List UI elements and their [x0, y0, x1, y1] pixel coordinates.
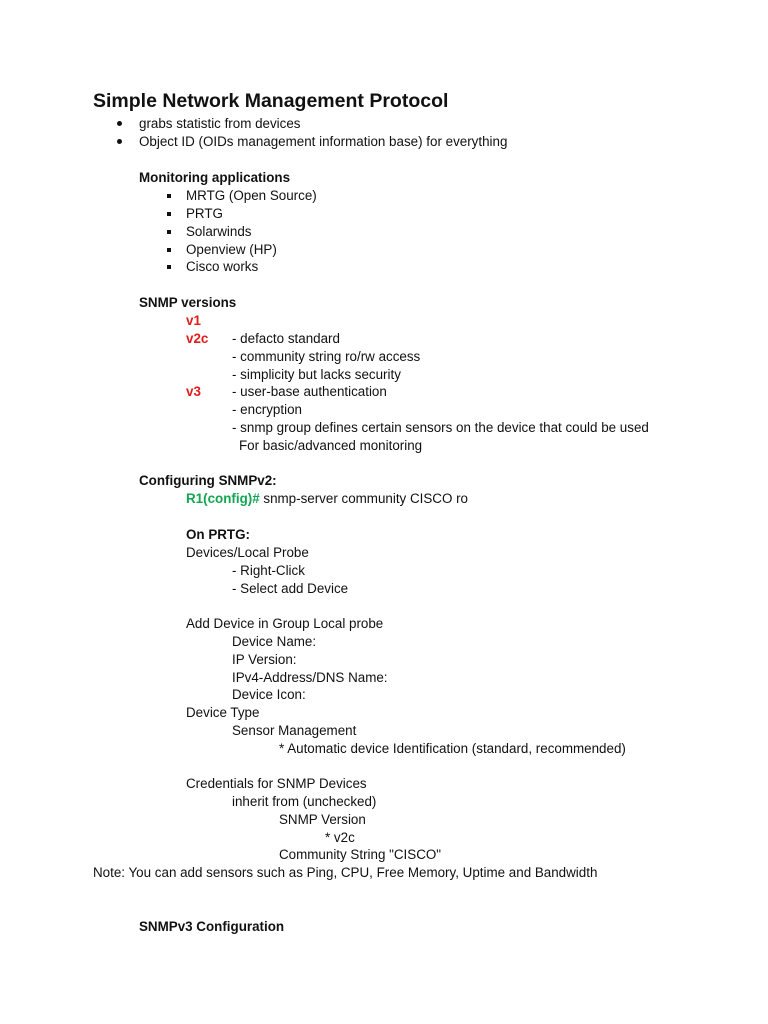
- bullet-square-icon: [167, 194, 171, 198]
- bullet-dot-icon: [117, 121, 122, 126]
- monitoring-item: Openview (HP): [186, 242, 277, 257]
- v3-note: - encryption: [232, 402, 302, 417]
- bullet-square-icon: [167, 230, 171, 234]
- bullet-square-icon: [167, 265, 171, 269]
- prtg-heading: On PRTG:: [186, 527, 250, 542]
- page-title: Simple Network Management Protocol: [93, 90, 449, 112]
- device-field-label: Device Name:: [232, 634, 317, 649]
- monitoring-item: Solarwinds: [186, 224, 252, 239]
- monitoring-item: PRTG: [186, 206, 223, 221]
- prtg-step: - Select add Device: [232, 581, 349, 596]
- cli-command: snmp-server community CISCO ro: [259, 491, 468, 506]
- community-string-label: Community String "CISCO": [279, 847, 442, 862]
- v2c-note: - defacto standard: [232, 331, 340, 346]
- version-v3-label: v3: [186, 384, 201, 399]
- intro-bullet: grabs statistic from devices: [139, 116, 301, 131]
- sensor-management-label: Sensor Management: [232, 723, 357, 738]
- device-field-label: Device Icon:: [232, 687, 306, 702]
- add-device-label: Add Device in Group Local probe: [186, 616, 384, 631]
- bullet-square-icon: [167, 212, 171, 216]
- v3-note: - user-base authentication: [232, 384, 387, 399]
- cli-prompt: R1(config)#: [186, 491, 260, 506]
- device-field-label: IP Version:: [232, 652, 297, 667]
- v3-note-continuation: For basic/advanced monitoring: [239, 438, 423, 453]
- bullet-square-icon: [167, 248, 171, 252]
- inherit-label: inherit from (unchecked): [232, 794, 377, 809]
- v2c-note: - simplicity but lacks security: [232, 367, 401, 382]
- devices-probe-path: Devices/Local Probe: [186, 545, 309, 560]
- monitoring-heading: Monitoring applications: [139, 170, 291, 185]
- device-type-label: Device Type: [186, 705, 260, 720]
- cli-command-line: [186, 491, 468, 507]
- snmp-version-label: SNMP Version: [279, 812, 366, 827]
- version-v2c-label: v2c: [186, 331, 209, 346]
- intro-bullet: Object ID (OIDs management information base) for everything: [139, 134, 508, 149]
- v3-config-heading: SNMPv3 Configuration: [139, 919, 285, 934]
- auto-identification-option: * Automatic device Identification (standard, recommended): [279, 741, 626, 756]
- monitoring-item: Cisco works: [186, 259, 259, 274]
- config-v2-heading: Configuring SNMPv2:: [139, 473, 277, 488]
- monitoring-item: MRTG (Open Source): [186, 188, 317, 203]
- version-v1-label: v1: [186, 313, 201, 328]
- device-field-label: IPv4-Address/DNS Name:: [232, 670, 388, 685]
- prtg-step: - Right-Click: [232, 563, 305, 578]
- bullet-dot-icon: [117, 139, 122, 144]
- v3-note: - snmp group defines certain sensors on the device that could be used: [232, 420, 649, 435]
- credentials-label: Credentials for SNMP Devices: [186, 776, 367, 791]
- note-text: Note: You can add sensors such as Ping, CPU, Free Memory, Uptime and Bandwidth: [93, 865, 598, 880]
- versions-heading: SNMP versions: [139, 295, 237, 310]
- v2c-choice: * v2c: [325, 830, 355, 845]
- v2c-note: - community string ro/rw access: [232, 349, 421, 364]
